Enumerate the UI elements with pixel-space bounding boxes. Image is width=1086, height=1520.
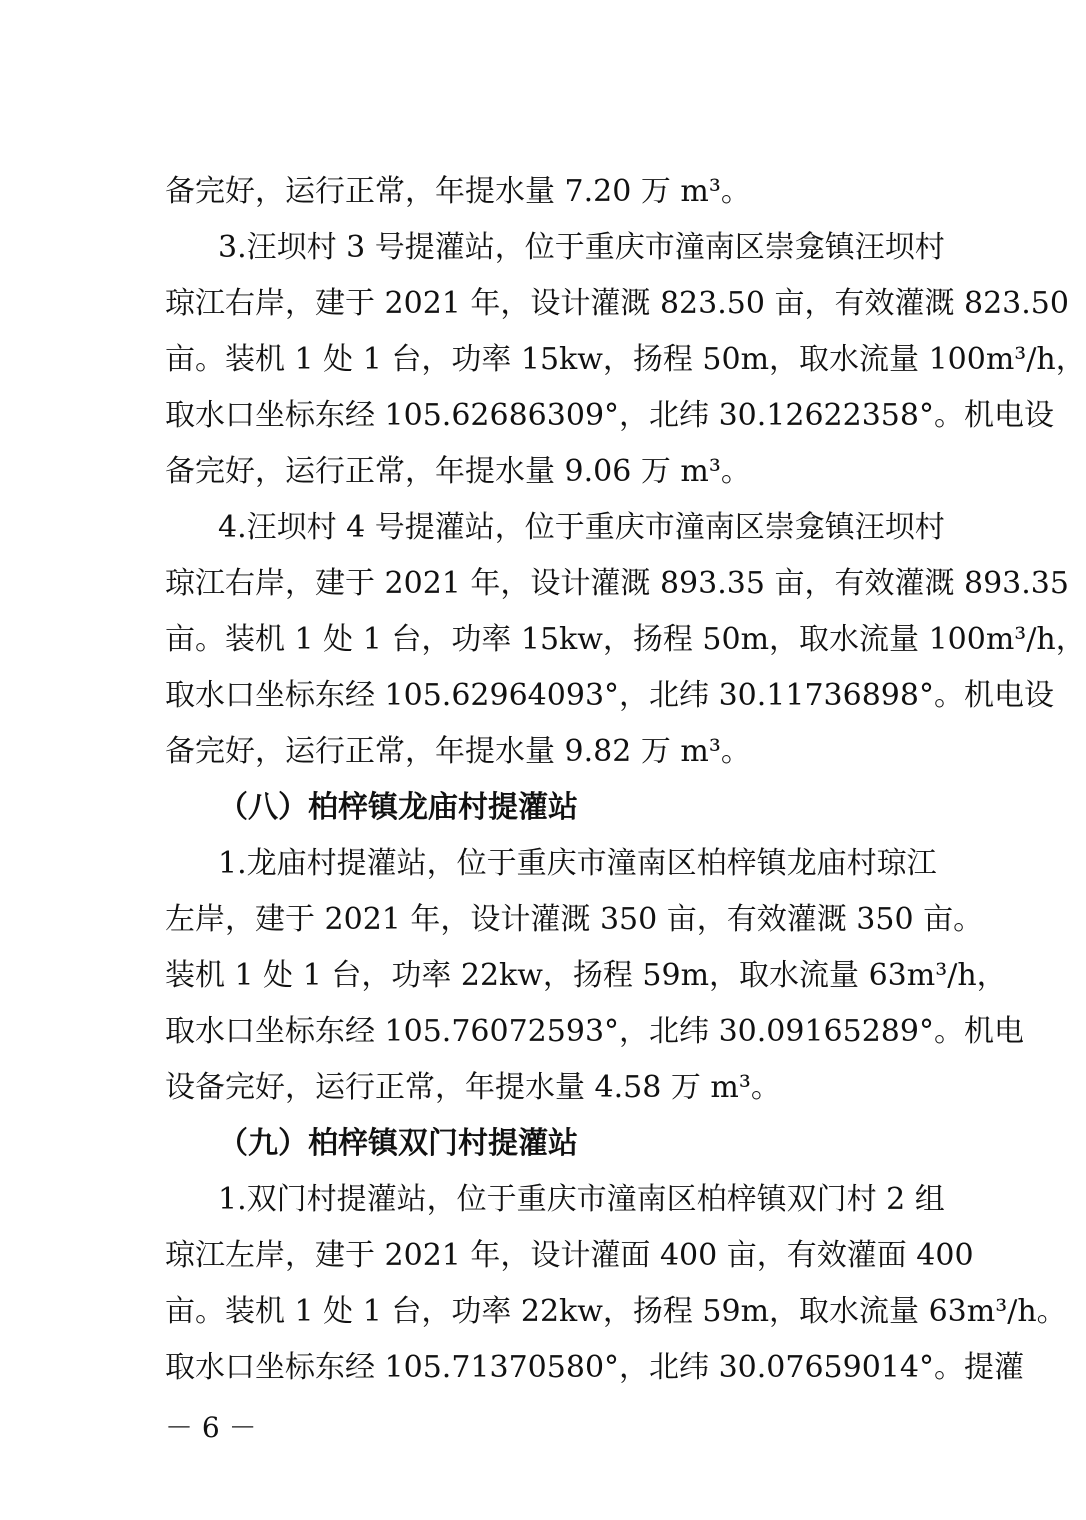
paragraph-first-line: 3.汪坝村 3 号提灌站，位于重庆市潼南区崇龛镇汪坝村 [218, 230, 945, 265]
text-line: 左岸，建于 2021 年，设计灌溉 350 亩，有效灌溉 350 亩。 [165, 902, 984, 937]
paragraph-first-line: 1.双门村提灌站，位于重庆市潼南区柏梓镇双门村 2 组 [218, 1182, 945, 1217]
text-line: 琼江右岸，建于 2021 年，设计灌溉 823.50 亩，有效灌溉 823.50 [165, 286, 1069, 321]
text-line: 取水口坐标东经 105.62686309°，北纬 30.12622358°。机电设 [165, 398, 1054, 433]
text-line: 备完好，运行正常，年提水量 9.82 万 m³。 [165, 734, 751, 769]
text-line: 取水口坐标东经 105.71370580°，北纬 30.07659014°。提灌 [165, 1350, 1024, 1385]
text-line: 亩。装机 1 处 1 台，功率 15kw，扬程 50m，取水流量 100m³/h， [165, 342, 1086, 377]
text-line: 琼江左岸，建于 2021 年，设计灌面 400 亩，有效灌面 400 [165, 1238, 974, 1273]
text-line: 设备完好，运行正常，年提水量 4.58 万 m³。 [165, 1070, 781, 1105]
page-number: － 6 － [165, 1411, 257, 1444]
text-line: 取水口坐标东经 105.76072593°，北纬 30.09165289°。机电 [165, 1014, 1024, 1049]
text-line: 亩。装机 1 处 1 台，功率 15kw，扬程 50m，取水流量 100m³/h， [165, 622, 1086, 657]
section-heading: （八）柏梓镇龙庙村提灌站 [218, 790, 578, 825]
text-line: 备完好，运行正常，年提水量 9.06 万 m³。 [165, 454, 751, 489]
text-line: 装机 1 处 1 台，功率 22kw，扬程 59m，取水流量 63m³/h， [165, 958, 1007, 993]
text-line: 备完好，运行正常，年提水量 7.20 万 m³。 [165, 174, 751, 209]
paragraph-first-line: 4.汪坝村 4 号提灌站，位于重庆市潼南区崇龛镇汪坝村 [218, 510, 945, 545]
text-line: 亩。装机 1 处 1 台，功率 22kw，扬程 59m，取水流量 63m³/h。 [165, 1294, 1067, 1329]
paragraph-first-line: 1.龙庙村提灌站，位于重庆市潼南区柏梓镇龙庙村琼江 [218, 846, 937, 881]
text-line: 琼江右岸，建于 2021 年，设计灌溉 893.35 亩，有效灌溉 893.35 [165, 566, 1069, 601]
section-heading: （九）柏梓镇双门村提灌站 [218, 1126, 578, 1161]
text-line: 取水口坐标东经 105.62964093°，北纬 30.11736898°。机电设 [165, 678, 1054, 713]
